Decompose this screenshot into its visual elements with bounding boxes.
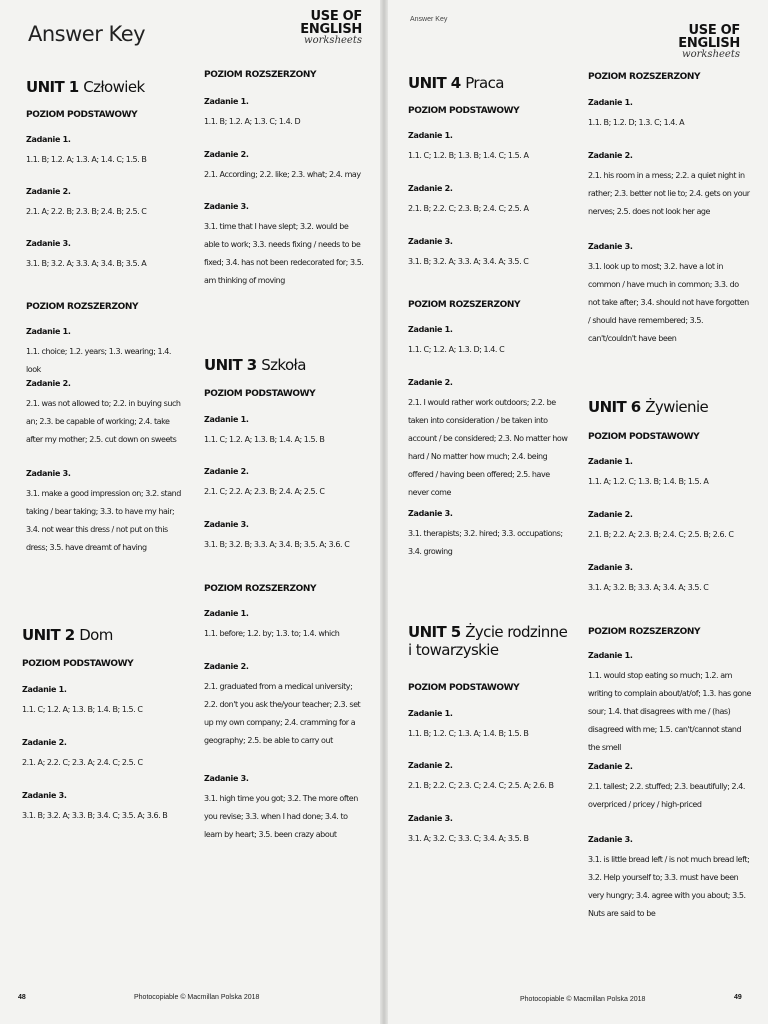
task-answer: 2.1. B; 2.2. C; 2.3. B; 2.4. C; 2.5. A (408, 204, 529, 213)
task-label: Zadanie 2. (408, 378, 453, 387)
task-answer: 1.1. C; 1.2. A; 1.3. B; 1.4. B; 1.5. C (22, 705, 143, 714)
page-number: 48 (18, 994, 26, 1001)
task-label: Zadanie 3. (22, 791, 67, 800)
task-label: Zadanie 3. (588, 835, 633, 844)
task-label: Zadanie 2. (22, 738, 67, 747)
task-label: Zadanie 1. (204, 97, 249, 106)
task-label: Zadanie 3. (204, 202, 249, 211)
task-answer: 3.1. B; 3.2. A; 3.3. A; 3.4. B; 3.5. A (26, 259, 147, 268)
task-answer: 3.1. B; 3.2. A; 3.3. B; 3.4. C; 3.5. A; 3.6. B (22, 811, 168, 820)
task-answer: 2.1. was not allowed to; 2.2. in buying such an; 2.3. be capable of working; 2.4. take after my mother; 2.5. cut down on sweets (26, 399, 181, 444)
task-label: Zadanie 3. (588, 563, 633, 572)
task-answer: 2.1. B; 2.2. A; 2.3. B; 2.4. C; 2.5. B; 2.6. C (588, 530, 734, 539)
task-answer: 1.1. C; 1.2. A; 1.3. B; 1.4. A; 1.5. B (204, 435, 325, 444)
task-label: Zadanie 1. (204, 609, 249, 618)
task-answer: 1.1. would stop eating so much; 1.2. am writing to complain about/at/of; 1.3. has gone sour; 1.4. that disagrees with me / (has) disagreed with me; 1.5. can't/cannot stand the smell (588, 671, 752, 752)
task-label: Zadanie 3. (408, 237, 453, 246)
unit-number: UNIT 1 (26, 78, 79, 96)
task-answer: 1.1. B; 1.2. C; 1.3. A; 1.4. B; 1.5. B (408, 729, 529, 738)
task-label: Zadanie 3. (408, 814, 453, 823)
task-answer: 3.1. B; 3.2. B; 3.3. A; 3.4. B; 3.5. A; 3.6. C (204, 540, 350, 549)
task-label: Zadanie 2. (204, 150, 249, 159)
unit-name: Dom (79, 626, 113, 644)
left-page (0, 0, 380, 1024)
level-heading: POZIOM ROZSZERZONY (588, 627, 701, 637)
unit-heading (26, 78, 145, 96)
level-heading: POZIOM PODSTAWOWY (408, 683, 520, 693)
level-heading: POZIOM ROZSZERZONY (204, 584, 317, 594)
level-heading: POZIOM PODSTAWOWY (588, 432, 700, 442)
page-number: 49 (734, 994, 742, 1001)
unit-number: UNIT 4 (408, 74, 461, 92)
unit-name: Życie rodzinne i towarzyskie (408, 623, 568, 659)
task-label: Zadanie 3. (408, 509, 453, 518)
level-heading: POZIOM PODSTAWOWY (26, 110, 138, 120)
level-heading: POZIOM ROZSZERZONY (204, 70, 317, 80)
task-label: Zadanie 1. (408, 131, 453, 140)
task-answer: 2.1. A; 2.2. B; 2.3. B; 2.4. B; 2.5. C (26, 207, 147, 216)
task-label: Zadanie 2. (588, 510, 633, 519)
task-answer: 2.1. graduated from a medical university; 2.2. don't you ask the/your teacher; 2.3. set up my own company; 2.4. cramming for a geography; 2.5. be able to carry out (204, 682, 361, 745)
task-label: Zadanie 3. (588, 242, 633, 251)
task-answer: 3.1. is little bread left / is not much bread left; 3.2. Help yourself to; 3.3. must have been very hungry; 3.4. agree with you about; 3.5. Nuts are said to be (588, 855, 750, 918)
task-label: Zadanie 1. (588, 457, 633, 466)
unit-name: Szkoła (261, 356, 306, 374)
brand-sub: worksheets (682, 49, 740, 60)
task-answer: 2.1. C; 2.2. A; 2.3. B; 2.4. A; 2.5. C (204, 487, 325, 496)
footer-copyright: Photocopiable © Macmillan Polska 2018 (134, 994, 260, 1001)
task-label: Zadanie 2. (408, 761, 453, 770)
right-page (388, 0, 768, 1024)
level-heading: POZIOM ROZSZERZONY (408, 300, 521, 310)
level-heading: POZIOM PODSTAWOWY (204, 389, 316, 399)
task-label: Zadanie 2. (588, 151, 633, 160)
brand-logo-left (252, 10, 362, 46)
task-answer: 2.1. his room in a mess; 2.2. a quiet night in rather; 2.3. better not lie to; 2.4. gets on your nerves; 2.5. does not look her age (588, 171, 750, 216)
brand-logo-right (628, 24, 740, 60)
task-label: Zadanie 2. (408, 184, 453, 193)
brand-main: USE OF ENGLISH (300, 9, 362, 37)
brand-main: USE OF ENGLISH (678, 23, 740, 51)
footer-copyright: Photocopiable © Macmillan Polska 2018 (520, 996, 646, 1003)
task-answer: 3.1. therapists; 3.2. hired; 3.3. occupations; 3.4. growing (408, 529, 563, 556)
task-answer: 1.1. B; 1.2. A; 1.3. C; 1.4. D (204, 117, 301, 126)
task-label: Zadanie 1. (26, 135, 71, 144)
task-label: Zadanie 1. (204, 415, 249, 424)
answer-key-title: Answer Key (28, 22, 146, 46)
task-answer: 1.1. B; 1.2. A; 1.3. A; 1.4. C; 1.5. B (26, 155, 147, 164)
task-label: Zadanie 1. (408, 325, 453, 334)
task-answer: 2.1. B; 2.2. C; 2.3. C; 2.4. C; 2.5. A; 2.6. B (408, 781, 554, 790)
task-answer: 2.1. According; 2.2. like; 2.3. what; 2.4. may (204, 170, 361, 179)
unit-number: UNIT 6 (588, 398, 641, 416)
unit-number: UNIT 3 (204, 356, 257, 374)
book-spine (380, 0, 388, 1024)
task-answer: 3.1. A; 3.2. B; 3.3. A; 3.4. A; 3.5. C (588, 583, 709, 592)
task-label: Zadanie 3. (26, 239, 71, 248)
level-heading: POZIOM ROZSZERZONY (588, 72, 701, 82)
task-answer: 3.1. make a good impression on; 3.2. stand taking / bear taking; 3.3. to have my hair; 3.4. not wear this dress / not put on this dress; 3.5. have dreamt of having (26, 489, 181, 552)
task-label: Zadanie 1. (588, 98, 633, 107)
task-label: Zadanie 2. (204, 467, 249, 476)
task-label: Zadanie 2. (204, 662, 249, 671)
unit-heading (204, 356, 306, 374)
task-answer: 1.1. C; 1.2. B; 1.3. B; 1.4. C; 1.5. A (408, 151, 529, 160)
task-answer: 1.1. before; 1.2. by; 1.3. to; 1.4. which (204, 629, 340, 638)
unit-name: Żywienie (645, 398, 709, 416)
task-answer: 1.1. C; 1.2. A; 1.3. D; 1.4. C (408, 345, 505, 354)
level-heading: POZIOM PODSTAWOWY (408, 106, 520, 116)
task-label: Zadanie 3. (204, 774, 249, 783)
task-answer: 2.1. tallest; 2.2. stuffed; 2.3. beautifully; 2.4. overpriced / pricey / high-priced (588, 782, 746, 809)
task-label: Zadanie 3. (204, 520, 249, 529)
task-label: Zadanie 3. (26, 469, 71, 478)
unit-heading (408, 74, 504, 92)
level-heading: POZIOM ROZSZERZONY (26, 302, 139, 312)
unit-number: UNIT 2 (22, 626, 75, 644)
task-answer: 1.1. choice; 1.2. years; 1.3. wearing; 1.4. look (26, 347, 172, 374)
task-answer: 1.1. A; 1.2. C; 1.3. B; 1.4. B; 1.5. A (588, 477, 709, 486)
task-answer: 3.1. B; 3.2. A; 3.3. A; 3.4. A; 3.5. C (408, 257, 529, 266)
task-answer: 2.1. A; 2.2. C; 2.3. A; 2.4. C; 2.5. C (22, 758, 143, 767)
task-answer: 1.1. B; 1.2. D; 1.3. C; 1.4. A (588, 118, 685, 127)
unit-heading (408, 623, 568, 659)
level-heading: POZIOM PODSTAWOWY (22, 659, 134, 669)
unit-heading (22, 626, 113, 644)
task-answer: 2.1. I would rather work outdoors; 2.2. be taken into consideration / be taken into account / be considered; 2.3. No matter how hard / No matter how much; 2.4. being offered / having been offered; 2.5. have never come (408, 398, 568, 497)
task-label: Zadanie 1. (408, 709, 453, 718)
unit-name: Człowiek (83, 78, 145, 96)
small-answer-key: Answer Key (410, 16, 448, 23)
task-answer: 3.1. A; 3.2. C; 3.3. C; 3.4. A; 3.5. B (408, 834, 529, 843)
task-label: Zadanie 1. (26, 327, 71, 336)
task-label: Zadanie 1. (22, 685, 67, 694)
task-label: Zadanie 2. (588, 762, 633, 771)
brand-sub: worksheets (304, 35, 362, 46)
task-label: Zadanie 2. (26, 379, 71, 388)
task-answer: 3.1. high time you got; 3.2. The more often you revise; 3.3. when I had done; 3.4. to learn by heart; 3.5. been crazy about (204, 794, 358, 839)
task-answer: 3.1. time that I have slept; 3.2. would be able to work; 3.3. needs fixing / needs to be fixed; 3.4. has not been redecorated for; 3.5. am thinking of moving (204, 222, 364, 285)
unit-name: Praca (465, 74, 504, 92)
task-answer: 3.1. look up to most; 3.2. have a lot in common / have much in common; 3.3. do not take after; 3.4. should not have forgotten / should have remembered; 3.5. can't/couldn't have been (588, 262, 749, 343)
unit-number: UNIT 5 (408, 623, 461, 641)
task-label: Zadanie 1. (588, 651, 633, 660)
unit-heading (588, 398, 708, 416)
task-label: Zadanie 2. (26, 187, 71, 196)
